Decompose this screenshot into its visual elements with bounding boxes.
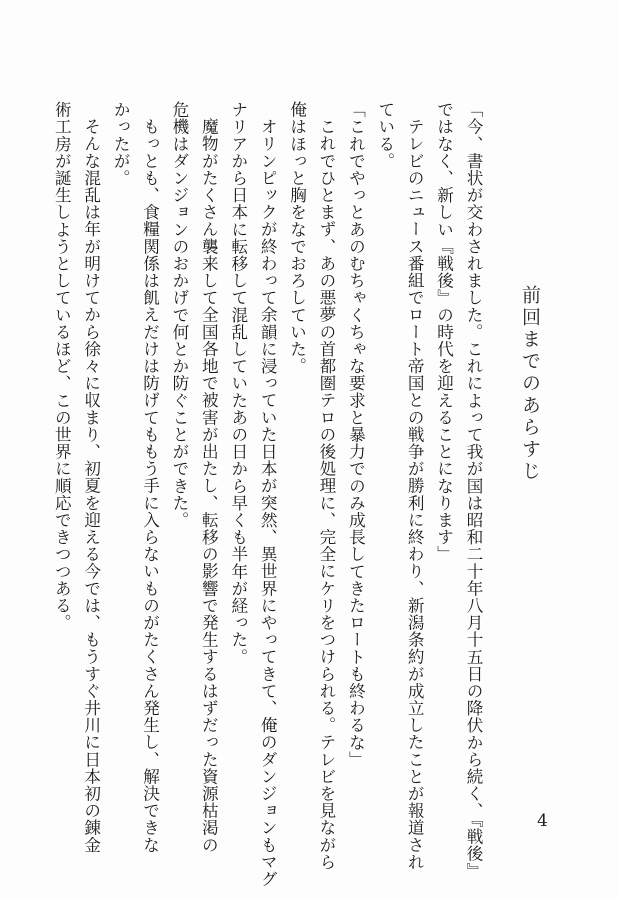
body-line: 危機はダンジョンのおかげで何とか防ぐことができた。 (169, 101, 189, 529)
body-line: 「これでやっとあのむちゃくちゃな要求と暴力でのみ成長してきたロートも終わるな」 (346, 101, 366, 768)
body-line: ている。 (375, 101, 395, 170)
body-line: そんな混乱は年が明けてから徐々に収まり、初夏を迎える今では、もうすぐ井川に日本初の錬金 (81, 117, 101, 853)
page-number: 4 (537, 811, 548, 831)
body-line: 術工房が誕生しようとしているほど、この世界に順応できつつある。 (52, 101, 72, 632)
body-line: 俺はほっと胸をなでおろしていた。 (287, 101, 307, 375)
body-line: オリンピックが終わって余韻に浸っていた日本が突然、異世界にやってきて、俺のダンジョンもマグ (258, 117, 278, 888)
body-line: テレビのニュース番組でロート帝国との戦争が勝利に終わり、新潟条約が成立したことが報道され (405, 117, 425, 870)
body-line: 「今、書状が交わされました。これによって我が国は昭和二十年八月十五日の降伏から続く、『戦後』 (464, 101, 483, 880)
body-line: かったが。 (111, 101, 131, 187)
body-line: 魔物がたくさん襲来して全国各地で被害が出たし、転移の影響で発生するはずだった資源枯渇の (199, 117, 219, 853)
body-text (47, 101, 488, 888)
body-line: ナリアから日本に転移して混乱していたあの日から早くも半年が経った。 (228, 101, 248, 666)
chapter-title: 前回までのあらすじ (519, 285, 541, 483)
body-line: ではなく、新しい『戦後』の時代を迎えることになります」 (434, 101, 454, 563)
body-line: もっとも、食糧関係は飢えだけは防げてももう手に入らないものがたくさん発生し、解決できな (140, 117, 160, 853)
body-line: これでひとまず、あの悪夢の首都圏テロの後処理に、完全にケリをつけられる。テレビを見ながら (316, 117, 336, 870)
